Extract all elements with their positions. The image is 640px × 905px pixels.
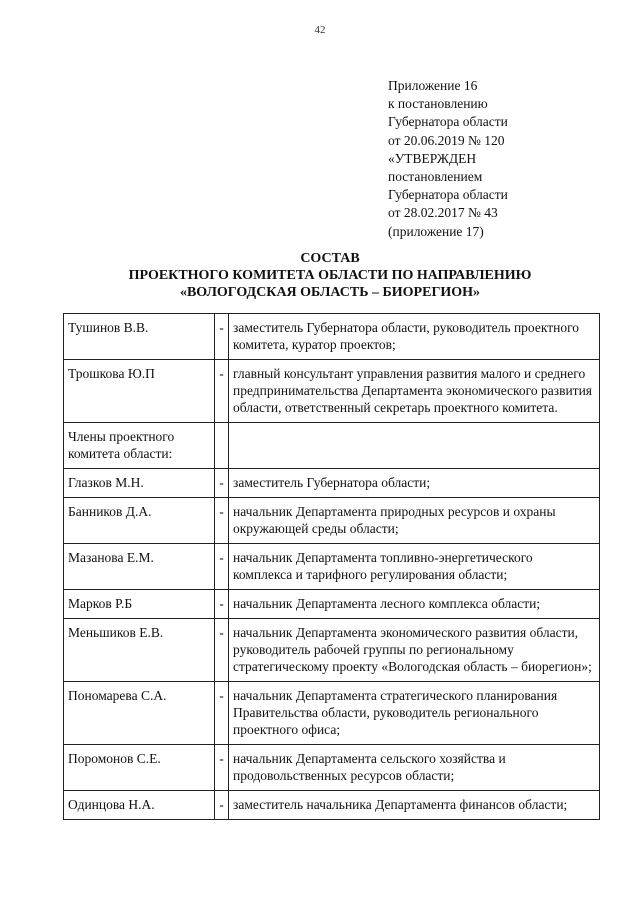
member-name: Марков Р.Б [64, 590, 215, 619]
table-row [64, 745, 600, 791]
appendix-line: «УТВЕРЖДЕН [388, 150, 477, 166]
title-line: СОСТАВ [300, 251, 360, 266]
member-role: начальник Департамента природных ресурсов и охраны окружающей среды области; [229, 498, 600, 544]
member-role: заместитель начальника Департамента финансов области; [229, 791, 600, 820]
table-row [64, 469, 600, 498]
table-row [64, 544, 600, 590]
member-name: Трошкова Ю.П [64, 360, 215, 423]
title-line: «ВОЛОГОДСКАЯ ОБЛАСТЬ – БИОРЕГИОН» [179, 285, 481, 300]
appendix-line: от 28.02.2017 № 43 [388, 205, 498, 221]
member-name: Одинцова Н.А. [64, 791, 215, 820]
member-role: начальник Департамента сельского хозяйства и продовольственных ресурсов области; [229, 745, 600, 791]
separator-dash: - [215, 360, 229, 423]
table-row [64, 360, 600, 423]
member-name: Пономарева С.А. [64, 682, 215, 745]
member-role: начальник Департамента топливно-энергетического комплекса и тарифного регулирования области; [229, 544, 600, 590]
separator-dash: - [215, 619, 229, 682]
separator-dash: - [215, 544, 229, 590]
member-role: заместитель Губернатора области; [229, 469, 600, 498]
appendix-line: Губернатора области [388, 187, 508, 203]
table-row [64, 791, 600, 820]
separator-dash: - [215, 314, 229, 360]
appendix-line: постановлением [388, 169, 483, 185]
separator-dash: - [215, 498, 229, 544]
separator-dash: - [215, 682, 229, 745]
member-role: начальник Департамента экономического развития области, руководитель рабочей группы по региональному стратегическому проекту «Вологодская область – биорегион»; [229, 619, 600, 682]
document-title [60, 250, 600, 301]
table-row [64, 314, 600, 360]
member-role: заместитель Губернатора области, руководитель проектного комитета, куратор проектов; [229, 314, 600, 360]
section-heading: Члены проектного комитета области: [64, 423, 215, 469]
member-role [229, 423, 600, 469]
member-role: главный консультант управления развития малого и среднего предпринимательства Департамента экономического развития области, ответственный секретарь проектного комитета. [229, 360, 600, 423]
separator-dash [215, 423, 229, 469]
title-line: ПРОЕКТНОГО КОМИТЕТА ОБЛАСТИ ПО НАПРАВЛЕНИЮ [128, 268, 532, 283]
appendix-approval-note [388, 77, 618, 241]
separator-dash: - [215, 469, 229, 498]
member-name: Меньшиков Е.В. [64, 619, 215, 682]
separator-dash: - [215, 745, 229, 791]
appendix-line: к постановлению [388, 96, 488, 112]
table-row [64, 590, 600, 619]
committee-members-table [63, 313, 600, 820]
separator-dash: - [215, 590, 229, 619]
table-row [64, 423, 600, 469]
member-name: Тушинов В.В. [64, 314, 215, 360]
table-row [64, 498, 600, 544]
separator-dash: - [215, 791, 229, 820]
member-role: начальник Департамента стратегического планирования Правительства области, руководитель регионального проектного офиса; [229, 682, 600, 745]
appendix-line: от 20.06.2019 № 120 [388, 132, 505, 148]
member-name: Поромонов С.Е. [64, 745, 215, 791]
table-row [64, 619, 600, 682]
member-name: Мазанова Е.М. [64, 544, 215, 590]
appendix-line: Приложение 16 [388, 78, 478, 93]
page-number: 42 [314, 24, 326, 36]
member-name: Глазков М.Н. [64, 469, 215, 498]
member-role: начальник Департамента лесного комплекса области; [229, 590, 600, 619]
table-row [64, 682, 600, 745]
appendix-line: Губернатора области [388, 114, 508, 130]
member-name: Банников Д.А. [64, 498, 215, 544]
appendix-line: (приложение 17) [388, 223, 484, 239]
